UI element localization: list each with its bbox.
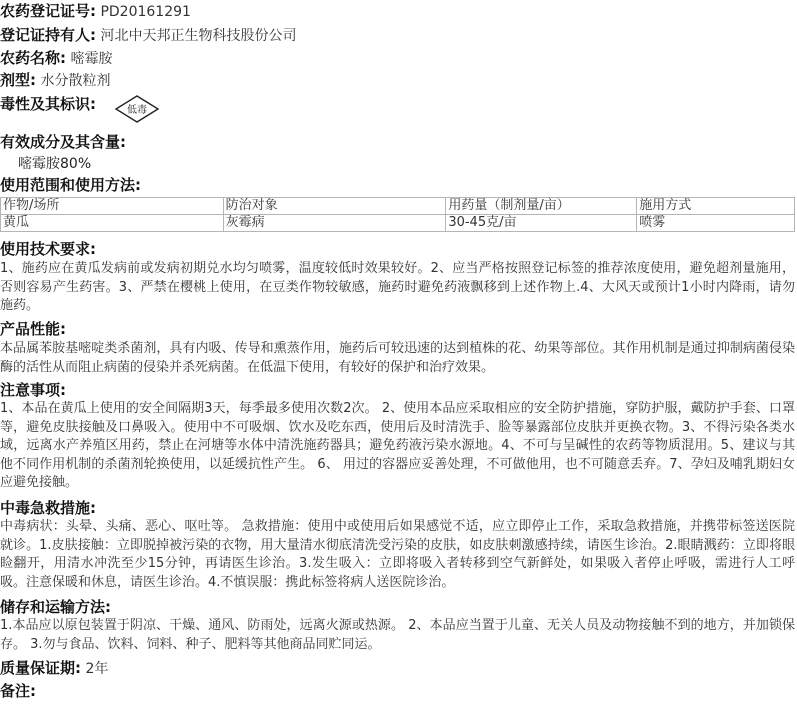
formulation-label: 剂型: bbox=[0, 71, 36, 89]
usage-table bbox=[0, 197, 795, 232]
pesticide-name-label: 农药名称: bbox=[0, 49, 66, 67]
first-aid-heading: 中毒急救措施: bbox=[0, 499, 96, 517]
shelf-life-row bbox=[0, 658, 108, 679]
usage-table-row bbox=[1, 215, 795, 232]
formulation-value: 水分散粒剂 bbox=[40, 73, 111, 89]
pesticide-name-row bbox=[0, 48, 112, 69]
holder-name: 河北中天邦正生物科技股份公司 bbox=[100, 28, 297, 44]
usage-heading: 使用范围和使用方法: bbox=[0, 176, 141, 194]
usage-col-header: 防治对象 bbox=[223, 198, 446, 215]
toxicity-row bbox=[0, 94, 96, 115]
usage-col-header: 用药量（制剂量/亩） bbox=[446, 198, 637, 215]
toxicity-sign-text: 低毒 bbox=[127, 105, 147, 116]
first-aid-text: 中毒病状：头晕、头痛、恶心、呕吐等。 急救措施：使用中或使用后如果感觉不适，应立即停止工作，采取急救措施，并携带标签送医院就诊。1.皮肤接触：立即脱掉被污染的衣物，用大量清水彻底清洗受污染的皮肤，如皮肤刺激感持续，请医生诊治。2.眼睛溅药：立即将眼睑翻开，用清水冲洗至少15分钟，再请医生诊治。3.发生吸入：立即将吸入者转移到空气新鲜处，如果吸入者停止呼吸，需进行人工呼吸。注意保暖和休息，请医生诊治。4.不慎误服：携此标签将病人送医院诊治。 bbox=[0, 519, 795, 590]
usage-cell-crop: 黄瓜 bbox=[1, 215, 224, 232]
shelf-life-value: 2年 bbox=[85, 661, 109, 677]
pesticide-name-value: 嘧霉胺 bbox=[70, 51, 113, 67]
usage-col-header: 作物/场所 bbox=[1, 198, 224, 215]
holder-label: 登记证持有人: bbox=[0, 26, 96, 44]
usage-cell-method: 喷雾 bbox=[637, 215, 795, 232]
formulation-row bbox=[0, 70, 110, 91]
ingredients-value: 嘧霉胺80% bbox=[18, 156, 92, 172]
storage-text: 1.本品应以原包装置于阴凉、干燥、通风、防雨处，远离火源或热源。 2、本品应当置于儿童、无关人员及动物接触不到的地方，并加锁保存。 3.勿与食品、饮料、饲料、种子、肥料等其他商品同贮同运。 bbox=[0, 618, 795, 652]
registration-number: PD20161291 bbox=[100, 4, 191, 20]
ingredients-heading: 有效成分及其含量: bbox=[0, 133, 126, 151]
shelf-life-label: 质量保证期: bbox=[0, 659, 81, 677]
usage-table-header-row bbox=[1, 198, 795, 215]
usage-cell-dosage: 30-45克/亩 bbox=[446, 215, 637, 232]
technical-text: 1、施药应在黄瓜发病前或发病初期兑水均匀喷雾，温度较低时效果较好。2、应当严格按照登记标签的推荐浓度使用，避免超剂量施用，否则容易产生药害。3、严禁在樱桃上使用，在豆类作物较敏感，施药时避免药液飘移到上述作物上.4、大风天或预计1小时内降雨，请勿施药。 bbox=[0, 261, 795, 313]
precautions-text: 1、本品在黄瓜上使用的安全间隔期3天，每季最多使用次数2次。 2、使用本品应采取相应的安全防护措施，穿防护服，戴防护手套、口罩等，避免皮肤接触及口鼻吸入。使用中不可吸烟、饮水及吃东西，使用后及时清洗手、脸等暴露部位皮肤并更换衣物。3、不得污染各类水域，远离水产养殖区用药，禁止在河塘等水体中清洗施药器具；避免药液污染水源地。4、不可与呈碱性的农药等物质混用。5、建议与其他不同作用机制的杀菌剂轮换使用，以延缓抗性产生。 6、 用过的容器应妥善处理，不可做他用，也不可随意丢弃。7、孕妇及哺乳期妇女应避免接触。 bbox=[0, 401, 795, 490]
low-toxicity-sign-icon bbox=[114, 94, 160, 124]
precautions-heading: 注意事项: bbox=[0, 381, 66, 399]
remarks-heading: 备注: bbox=[0, 682, 36, 700]
performance-text: 本品属苯胺基嘧啶类杀菌剂，具有内吸、传导和熏蒸作用，施药后可较迅速的达到植株的花、幼果等部位。其作用机制是通过抑制病菌侵染酶的活性从而阻止病菌的侵染并杀死病菌。在低温下使用，有较好的保护和治疗效果。 bbox=[0, 341, 795, 375]
registration-row bbox=[0, 1, 191, 22]
registration-label: 农药登记证号: bbox=[0, 2, 96, 20]
usage-cell-target: 灰霉病 bbox=[223, 215, 446, 232]
storage-heading: 储存和运输方法: bbox=[0, 598, 111, 616]
toxicity-label: 毒性及其标识: bbox=[0, 95, 96, 113]
performance-heading: 产品性能: bbox=[0, 320, 66, 338]
technical-heading: 使用技术要求: bbox=[0, 240, 96, 258]
holder-row bbox=[0, 25, 296, 46]
usage-col-header: 施用方式 bbox=[637, 198, 795, 215]
